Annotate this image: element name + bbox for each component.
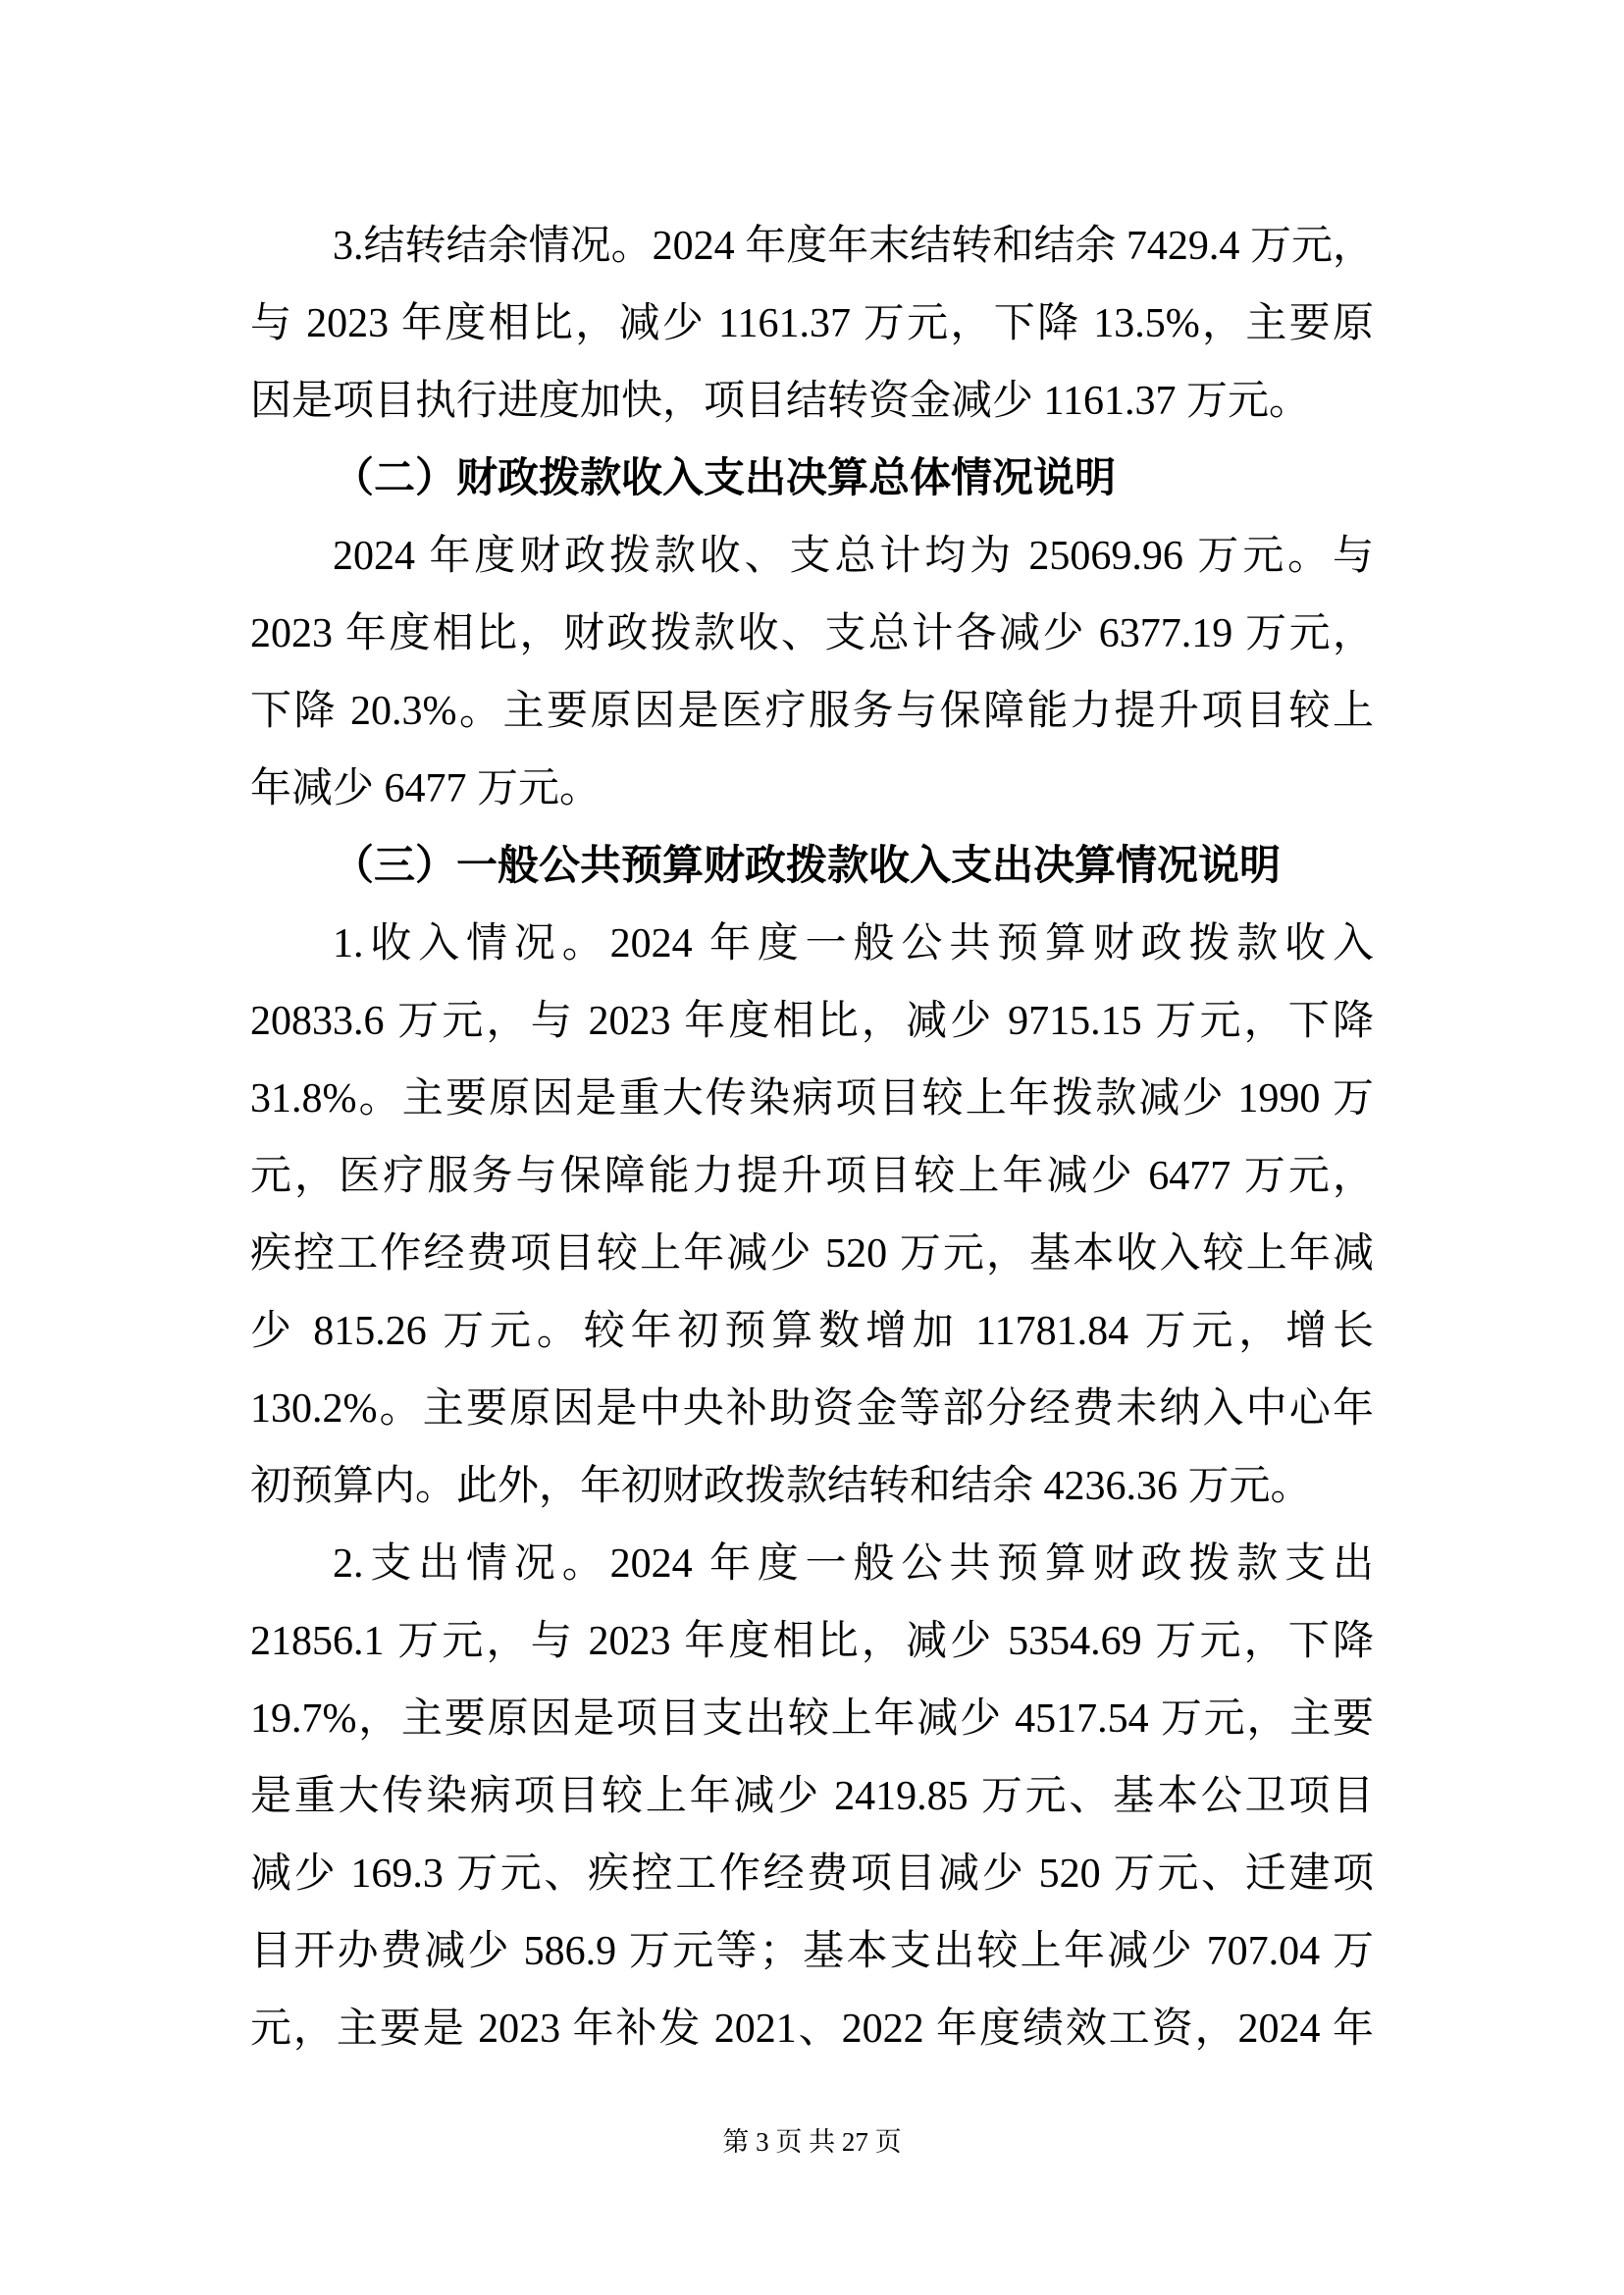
- paragraph-line: 1.收入情况。2024 年度一般公共预算财政拨款收入: [333, 921, 1374, 966]
- section-heading-line: （三）一般公共预算财政拨款收入支出决算情况说明: [333, 844, 1282, 889]
- paragraph-line: 元，医疗服务与保障能力提升项目较上年减少 6477 万元，: [250, 1154, 1374, 1199]
- paragraph-line: 19.7%，主要原因是项目支出较上年减少 4517.54 万元，主要: [250, 1696, 1374, 1742]
- paragraph-line: 是重大传染病项目较上年减少 2419.85 万元、基本公卫项目: [250, 1774, 1374, 1819]
- paragraph-line: 与 2023 年度相比，减少 1161.37 万元，下降 13.5%，主要原: [250, 301, 1374, 346]
- paragraph-line: 130.2%。主要原因是中央补助资金等部分经费未纳入中心年: [250, 1386, 1374, 1432]
- paragraph-line: 因是项目执行进度加快，项目结转资金减少 1161.37 万元。: [250, 379, 1310, 424]
- page-footer: [0, 2122, 1624, 2162]
- paragraph-line: 20833.6 万元，与 2023 年度相比，减少 9715.15 万元，下降: [250, 999, 1374, 1044]
- paragraph-line: 3.结转结余情况。2024 年度年末结转和结余 7429.4 万元，: [333, 224, 1374, 269]
- paragraph-line: 少 815.26 万元。较年初预算数增加 11781.84 万元，增长: [250, 1309, 1374, 1354]
- paragraph-line: 年减少 6477 万元。: [250, 766, 602, 811]
- paragraph-line: 疾控工作经费项目较上年减少 520 万元，基本收入较上年减: [250, 1231, 1374, 1277]
- paragraph-line: 2024 年度财政拨款收、支总计均为 25069.96 万元。与: [333, 534, 1374, 579]
- paragraph-line: 2023 年度相比，财政拨款收、支总计各减少 6377.19 万元，: [250, 611, 1374, 656]
- paragraph-line: 初预算内。此外，年初财政拨款结转和结余 4236.36 万元。: [250, 1464, 1312, 1509]
- paragraph-line: 减少 169.3 万元、疾控工作经费项目减少 520 万元、迁建项: [250, 1852, 1374, 1897]
- paragraph-line: 目开办费减少 586.9 万元等；基本支出较上年减少 707.04 万: [250, 1929, 1374, 1974]
- paragraph-line: 2.支出情况。2024 年度一般公共预算财政拨款支出: [333, 1541, 1374, 1587]
- section-heading-line: （二）财政拨款收入支出决算总体情况说明: [333, 456, 1117, 501]
- paragraph-line: 元，主要是 2023 年补发 2021、2022 年度绩效工资，2024 年: [250, 2007, 1374, 2052]
- paragraph-line: 21856.1 万元，与 2023 年度相比，减少 5354.69 万元，下降: [250, 1619, 1374, 1664]
- page-number-text: 第 3 页 共 27 页: [722, 2127, 902, 2157]
- paragraph-line: 31.8%。主要原因是重大传染病项目较上年拨款减少 1990 万: [250, 1076, 1374, 1121]
- paragraph-line: 下降 20.3%。主要原因是医疗服务与保障能力提升项目较上: [250, 689, 1374, 734]
- document-body: [250, 208, 1374, 2068]
